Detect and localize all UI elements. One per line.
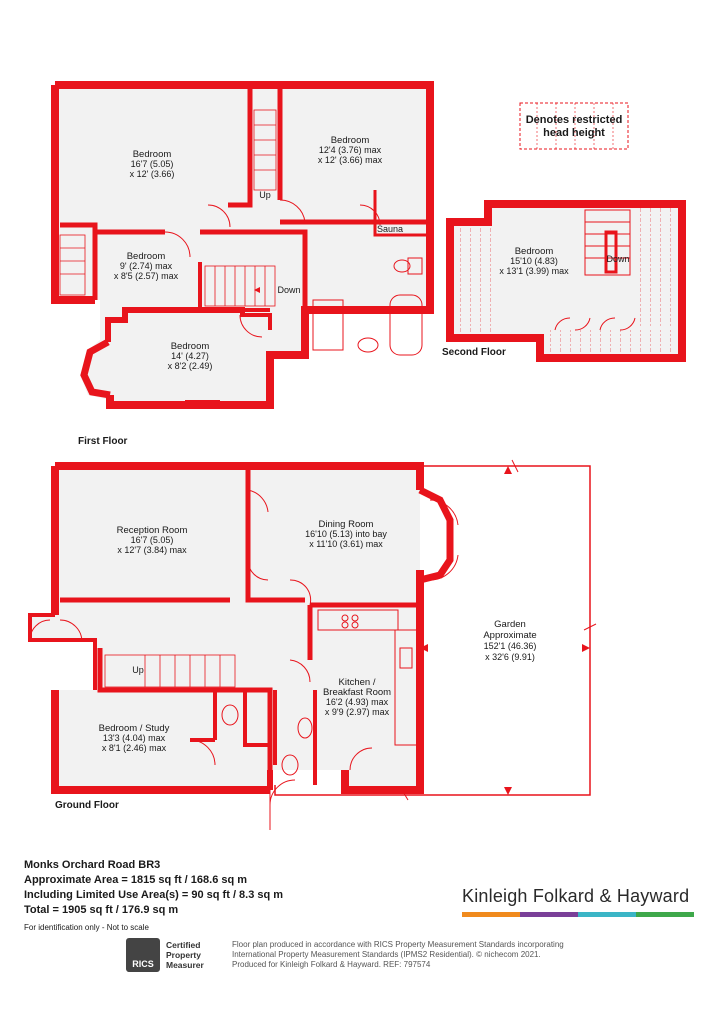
- address: Monks Orchard Road BR3: [24, 859, 161, 871]
- ff-bedroom-3-name: Bedroom: [126, 251, 166, 262]
- rics-line-1: Certified: [166, 940, 201, 950]
- sf-down-label: Down: [606, 254, 630, 264]
- sauna-label: Sauna: [376, 224, 404, 234]
- ff-bedroom-1-name: Bedroom: [132, 149, 172, 160]
- ff-bedroom-2-dim2: x 12' (3.66) max: [317, 155, 383, 165]
- dining-dim1: 16'10 (5.13) into bay: [305, 529, 387, 539]
- ff-bedroom-1-dim1: 16'7 (5.05): [130, 159, 174, 169]
- ground-floor-label: Ground Floor: [55, 800, 119, 811]
- kitchen-dim2: x 9'9 (2.97) max: [324, 707, 390, 717]
- restricted-height-legend: [520, 103, 628, 149]
- ff-bedroom-4-name: Bedroom: [170, 341, 210, 352]
- kitchen-dim1: 16'2 (4.93) max: [325, 697, 389, 707]
- ff-bedroom-4-dim2: x 8'2 (2.49): [167, 361, 213, 371]
- bar-purple: [520, 912, 578, 917]
- kitchen-name-1: Kitchen /: [338, 677, 376, 688]
- ff-bedroom-1-dim2: x 12' (3.66): [129, 169, 175, 179]
- agent-name: Kinleigh Folkard & Hayward: [462, 886, 690, 906]
- garden-dim1: 152'1 (46.36): [483, 641, 537, 651]
- ff-bedroom-3-dim2: x 8'5 (2.57) max: [113, 271, 179, 281]
- approx-area: Approximate Area = 1815 sq ft / 168.6 sq m: [24, 874, 248, 886]
- agent-color-bar: [462, 912, 694, 917]
- reception-name: Reception Room: [116, 525, 188, 536]
- first-floor-plan: [55, 81, 430, 447]
- rics-text: [166, 940, 204, 970]
- ff-bedroom-2-name: Bedroom: [330, 135, 370, 146]
- reception-dim2: x 12'7 (3.84) max: [117, 545, 187, 555]
- agent-logo: [462, 886, 694, 917]
- ff-down-label: Down: [277, 285, 301, 295]
- ff-bedroom-4-dim1: 14' (4.27): [171, 351, 209, 361]
- gf-up-label: Up: [132, 665, 144, 675]
- rics-line-3: Measurer: [166, 960, 204, 970]
- garden-name-1: Garden: [494, 619, 526, 630]
- first-floor-label: First Floor: [78, 436, 128, 447]
- dining-name: Dining Room: [318, 519, 374, 530]
- garden-name-2: Approximate: [483, 630, 537, 641]
- disclaimer-line-3: Produced for Kinleigh Folkard & Hayward. REF: 797574: [232, 960, 431, 969]
- sf-bedroom-name: Bedroom: [514, 246, 554, 257]
- disclaimer: [232, 940, 602, 970]
- dining-dim2: x 11'10 (3.61) max: [309, 539, 383, 549]
- second-floor-plan: [442, 204, 682, 358]
- second-floor-label: Second Floor: [442, 347, 506, 358]
- bar-green: [636, 912, 694, 917]
- ff-up-label: Up: [259, 190, 271, 200]
- rics-certified-logo: [126, 938, 226, 972]
- sf-bedroom-dim1: 15'10 (4.83): [510, 256, 558, 266]
- reception-dim1: 16'7 (5.05): [130, 535, 174, 545]
- property-summary: [24, 858, 354, 935]
- garden-dim2: x 32'6 (9.91): [485, 652, 535, 662]
- study-dim1: 13'3 (4.04) max: [102, 733, 166, 743]
- study-name: Bedroom / Study: [98, 723, 170, 734]
- limited-use-area: Including Limited Use Area(s) = 90 sq ft / 8.3 sq m: [24, 889, 284, 901]
- legend-line-2: head height: [543, 127, 605, 139]
- rics-line-2: Property: [166, 950, 201, 960]
- ff-bedroom-3-dim1: 9' (2.74) max: [119, 261, 173, 271]
- ground-floor-plan: [30, 460, 596, 830]
- legend-line-1: Denotes restricted: [525, 114, 623, 126]
- scale-note: For identification only - Not to scale: [24, 923, 149, 932]
- study-dim2: x 8'1 (2.46) max: [101, 743, 167, 753]
- bar-teal: [578, 912, 636, 917]
- total-area: Total = 1905 sq ft / 176.9 sq m: [24, 904, 179, 916]
- disclaimer-line-1: Floor plan produced in accordance with RICS Property Measurement Standards incorporating: [232, 940, 564, 949]
- ff-bedroom-2-dim1: 12'4 (3.76) max: [318, 145, 382, 155]
- rics-badge: RICS: [126, 938, 160, 972]
- kitchen-name-2: Breakfast Room: [322, 687, 392, 698]
- sf-bedroom-dim2: x 13'1 (3.99) max: [499, 266, 569, 276]
- disclaimer-line-2: International Property Measurement Standards (IPMS2 Residential). © nichecom 2021.: [232, 950, 541, 959]
- bar-orange: [462, 912, 520, 917]
